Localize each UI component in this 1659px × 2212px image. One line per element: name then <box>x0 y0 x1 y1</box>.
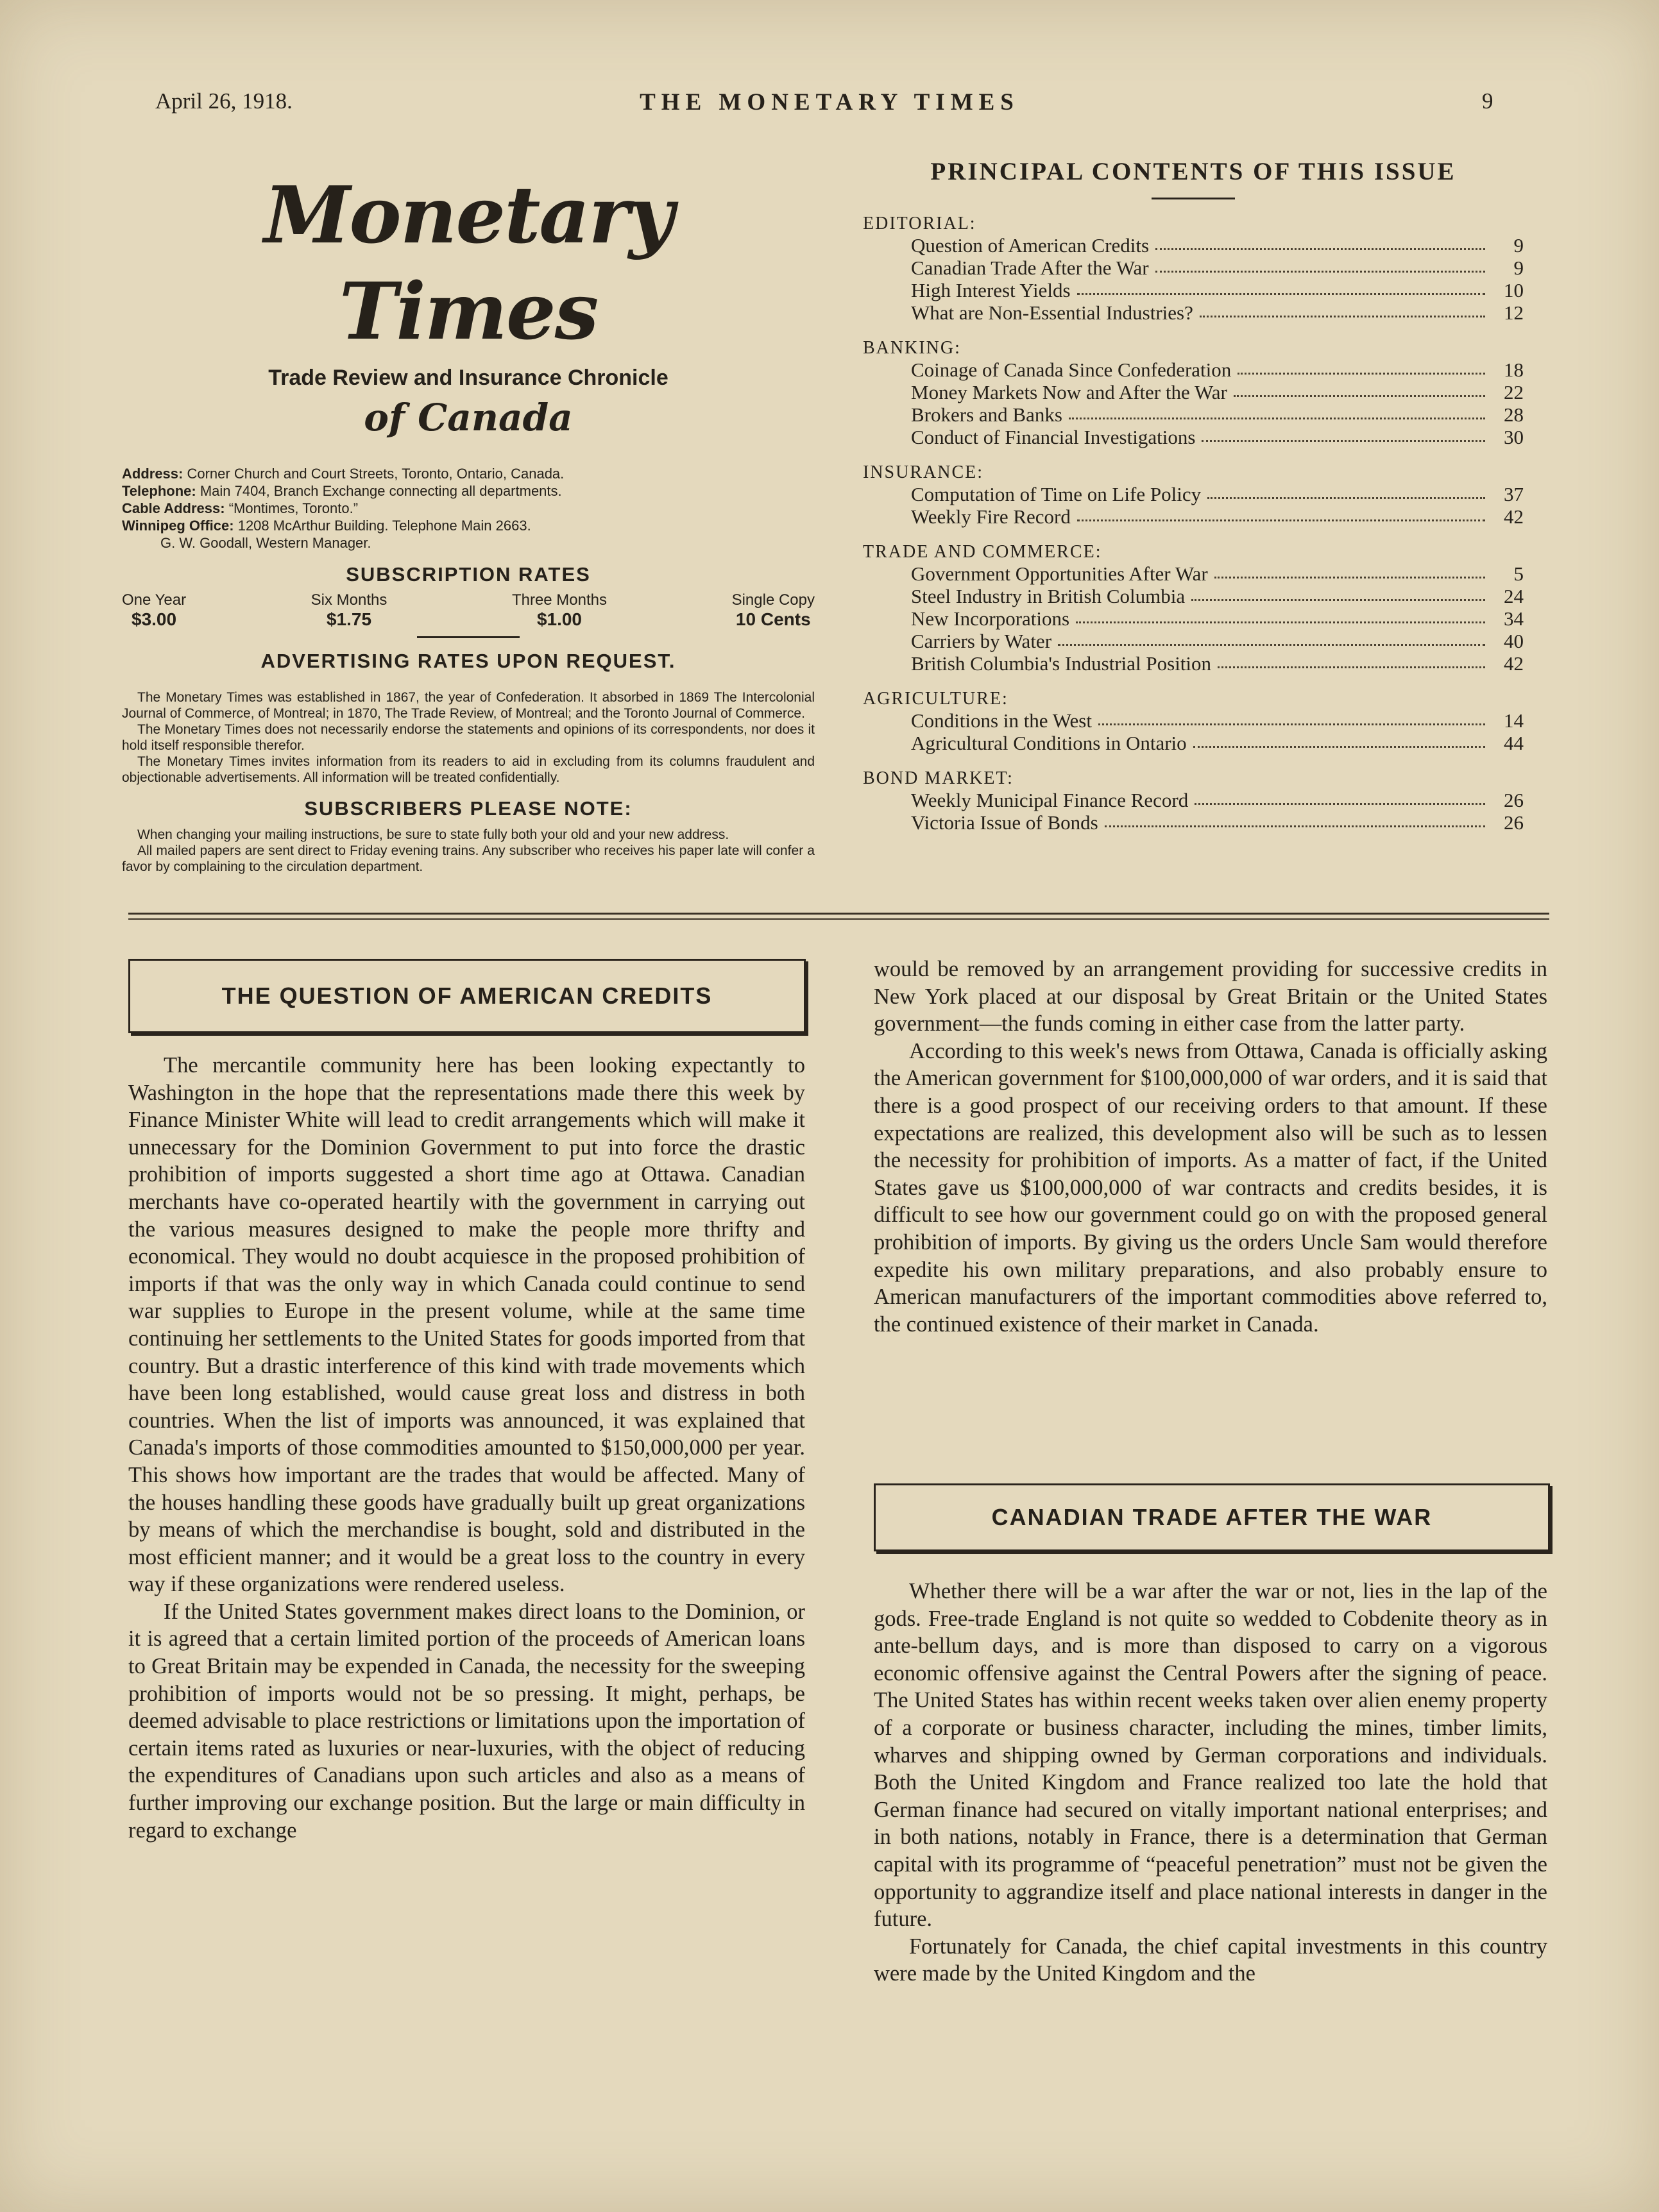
masthead-of-canada: of Canada <box>364 396 573 439</box>
toc-section-title: INSURANCE: <box>863 462 984 482</box>
toc-item: Carriers by Water 40 <box>911 630 1524 652</box>
subscription-heading: SUBSCRIPTION RATES <box>346 563 591 586</box>
paragraph: would be removed by an arrangement providing for successive credits in New York placed at our disposal by Great Britain or the United States government—the funds coming in either case from the latter party. <box>874 957 1547 1036</box>
toc-item: High Interest Yields 10 <box>911 279 1524 301</box>
rule <box>1152 198 1235 199</box>
toc-item: Money Markets Now and After the War 22 <box>911 381 1524 403</box>
paragraph: Whether there will be a war after the war or not, lies in the lap of the gods. Free-trade England is not quite so wedded to Cobdenite theory as in ante-bellum days, and is more than disposed to carry on a vigorous economic offensive against the Central Powers after the signing of peace. The United States has within recent weeks taken over alien enemy property of a corporate or business character, including the mines, timber limits, wharves and shipping owned by German corporations and individuals. Both the United Kingdom and France realized too late the hold that German finance had secured on vitally important national enterprises; and in both nations, notably in France, there is a determination that German capital with its programme of “peaceful penetration” must not be given the opportunity to aggrandize itself and place national interests in danger in the future. <box>874 1579 1547 1932</box>
toc-section-title: AGRICULTURE: <box>863 689 1008 709</box>
toc-item: Agricultural Conditions in Ontario 44 <box>911 732 1524 754</box>
info-line: Winnipeg Office: 1208 McArthur Building. Telephone Main 2663. <box>122 518 531 534</box>
page-number: 9 <box>1482 89 1493 114</box>
masthead-subtitle: Trade Review and Insurance Chronicle <box>268 366 668 390</box>
toc-item: Victoria Issue of Bonds 26 <box>911 811 1524 834</box>
subscription-rates <box>122 591 815 630</box>
section-divider <box>128 913 1549 920</box>
rate-item: Six Months $1.75 <box>311 591 387 629</box>
running-head-date: April 26, 1918. <box>155 89 293 114</box>
publication-notices: The Monetary Times was established in 1867, the year of Confederation. It absorbed in 1869 The Intercolonial Journal of Commerce, of Montreal; in 1870, The Trade Review, of Montreal; and the Toronto Journal of Commerce. The Monetary Times does not necessarily endorse the statements and opinions of its correspondents, nor does it hold itself responsible therefor. The Monetary Times invites information from its readers to aid in excluding from its columns fraudulent and objectionable advertisements. All information will be treated confidentially. <box>122 690 815 785</box>
paragraph: According to this week's news from Ottawa, Canada is officially asking the American government for $100,000,000 of war orders, and it is said that there is a good prospect of our receiving orders to that amount. If these expectations are realized, this development also will be such as to lessen the necessity for prohibition of imports. As a matter of fact, if the United States gave us $100,000,000 of war contracts and credits besides, it is difficult to see how our government could go on with the proposed general prohibition of imports. By giving us the orders Uncle Sam would therefore expedite his own military preparations, and also probably ensure to American manufacturers of the important commodities above referred to, the continued existence of their market in Canada. <box>874 1038 1547 1337</box>
toc-section-title: BOND MARKET: <box>863 768 1014 788</box>
toc-item: Weekly Municipal Finance Record 26 <box>911 789 1524 811</box>
toc-item: Coinage of Canada Since Confederation 18 <box>911 359 1524 381</box>
toc-section-title: BANKING: <box>863 338 961 358</box>
paragraph: Fortunately for Canada, the chief capital investments in this country were made by the United Kingdom and the <box>874 1934 1547 1986</box>
rate-item: Single Copy 10 Cents <box>731 591 815 629</box>
info-line: Address: Corner Church and Court Streets, Toronto, Ontario, Canada. <box>122 466 565 482</box>
toc-item: British Columbia's Industrial Position 42 <box>911 652 1524 675</box>
toc-item: New Incorporations 34 <box>911 607 1524 630</box>
article-heading: THE QUESTION OF AMERICAN CREDITS <box>128 959 806 1033</box>
article-column <box>128 1052 805 1844</box>
article-heading: CANADIAN TRADE AFTER THE WAR <box>874 1483 1550 1551</box>
toc-item: Canadian Trade After the War 9 <box>911 257 1524 279</box>
article-column <box>874 1578 1547 1988</box>
rate-item: One Year $3.00 <box>122 591 187 629</box>
subscriber-notes: When changing your mailing instructions, be sure to state fully both your old and your new address. All mailed papers are sent direct to Friday evening trains. Any subscriber who receives his paper late will confer a favor by complaining to the circulation department. <box>122 827 815 874</box>
paragraph: The mercantile community here has been looking expectantly to Washington in the hope that the representations made there this week by Finance Minister White will lead to credit arrangements which will make it unnecessary for the Dominion Government to put into force the drastic prohibition of imports suggested a short time ago at Ottawa. Canadian merchants have co-operated heartily with the government in carrying out the various measures designed to make the people more thrifty and economical. They would no doubt acquiesce in the proposed prohibition of imports if that was the only way in which Canada could continue to send war supplies to Europe in the present volume, while at the same time continuing her settlements to the United States for goods imported from that country. But a drastic interference of this kind with trade movements which have been long established, would cause great loss and distress in both countries. When the list of imports was announced, it was explained that Canada's imports of those commodities amounted to $150,000,000 per year. This shows how important are the trades that would be affected. Many of the houses handling these goods have gradually built up great organizations by means of which the merchandise is bought, sold and distributed in the most efficient manner; and it would be a great loss to the country in every way if these organizations were rendered useless. <box>128 1053 805 1597</box>
rate-item: Three Months $1.00 <box>511 591 608 629</box>
toc-item: Computation of Time on Life Policy 37 <box>911 483 1524 505</box>
paragraph: If the United States government makes direct loans to the Dominion, or it is agreed that a certain limited portion of the proceeds of American loans to Great Britain may be expended in Canada, the necessity for the sweeping prohibition of imports would not be so pressing. It might, perhaps, be deemed advisable to place restrictions or limitations upon the importation of certain items rated as luxuries or near-luxuries, with the object of reducing the expenditures of Canadians upon such articles and also as a means of further improving our exchange position. But the large or main difficulty in regard to exchange <box>128 1599 805 1843</box>
toc-item: Weekly Fire Record 42 <box>911 505 1524 528</box>
rule <box>417 636 520 638</box>
info-line: Telephone: Main 7404, Branch Exchange connecting all departments. <box>122 483 562 499</box>
masthead-title: Monetary Times <box>264 169 673 357</box>
contents <box>863 157 1524 834</box>
info-line: G. W. Goodall, Western Manager. <box>160 535 371 551</box>
advertising-note: ADVERTISING RATES UPON REQUEST. <box>260 650 676 672</box>
masthead <box>122 154 815 875</box>
toc-item: Conditions in the West 14 <box>911 709 1524 732</box>
contents-heading: PRINCIPAL CONTENTS OF THIS ISSUE <box>930 158 1456 185</box>
masthead-info <box>122 465 815 552</box>
toc-item: Steel Industry in British Columbia 24 <box>911 585 1524 607</box>
toc-item: What are Non-Essential Industries? 12 <box>911 301 1524 324</box>
toc-item: Question of American Credits 9 <box>911 234 1524 257</box>
toc-section-title: EDITORIAL: <box>863 214 976 233</box>
running-head-title: THE MONETARY TIMES <box>640 89 1019 115</box>
toc-item: Government Opportunities After War 5 <box>911 562 1524 585</box>
toc-item: Brokers and Banks 28 <box>911 403 1524 426</box>
subscribers-heading: SUBSCRIBERS PLEASE NOTE: <box>304 797 633 820</box>
article-column <box>874 956 1547 1338</box>
toc-section-title: TRADE AND COMMERCE: <box>863 542 1102 562</box>
info-line: Cable Address: “Montimes, Toronto.” <box>122 500 359 516</box>
toc-item: Conduct of Financial Investigations 30 <box>911 426 1524 448</box>
